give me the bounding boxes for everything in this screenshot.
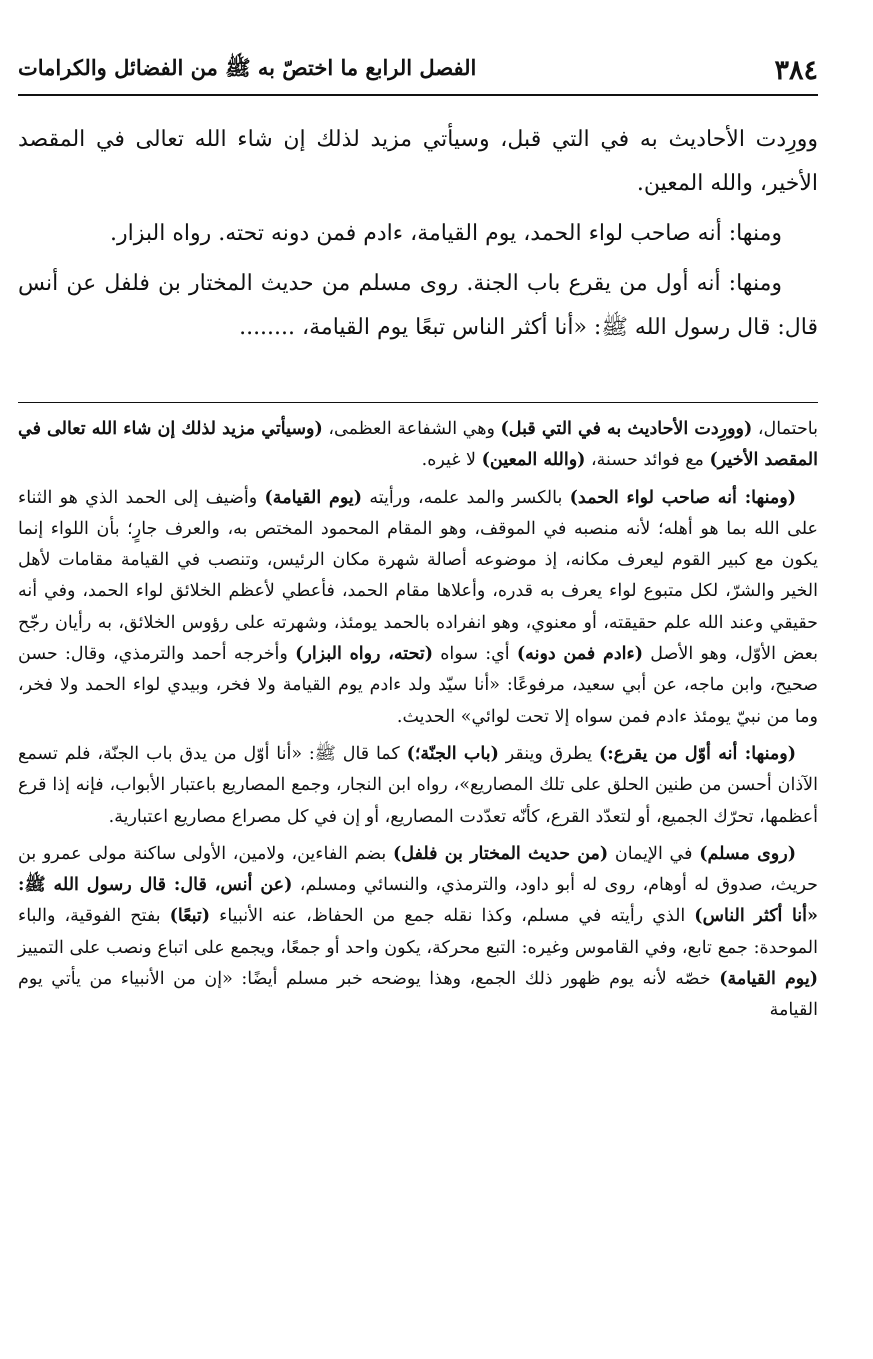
- c1-a: باحتمال،: [757, 419, 818, 439]
- commentary-paragraph-1: [18, 414, 818, 477]
- main-text: [18, 118, 818, 356]
- main-p1-line1: وورِدت الأحاديث به في التي قبل، وسيأتي مزيد لذلك إن شاء الله تعالى في: [95, 127, 818, 152]
- c4-j: خصّه لأنه يوم ظهور ذلك الجمع، وهذا يوضحه خبر مسلم أيضًا: «إن من الأنبياء من يأتي يوم القيامة: [18, 969, 818, 1021]
- main-paragraph-3: [18, 262, 818, 350]
- c3-c: (باب الجنّة؛): [406, 743, 499, 764]
- c2-d: وأضيف إلى الحمد الذي هو الثناء على الله بما هو أهله؛ لأنه منصبه في الموقف، وهو المقام المحمود المختص به، والعرف جارٍ؛ بأن اللواء إنما يكون مع كبير القوم ليعرف مكانه، إذ موضوعه أصالة شهرة مكان الرئيس، وتنصب في القيامة مقامات لأهل الخير والشرّ، لكل متبوع لواء يعرف به قدره، وأعلاها مقام الحمد، فأعطي لأعظم الخلائق لواء الحمد، وفي أنه حقيقي وعند الله علم حقيقته، أو معنوي، وهو انفراده بالحمد يومئذ، وشهرته على رؤوس الخلائق، به رأيان رجّح بعض الأوّل، وهو الأصل: [18, 487, 818, 665]
- c2-e: (ءادم فمن دونه): [516, 644, 643, 665]
- c4-c: (من حديث المختار بن فلفل): [392, 843, 609, 864]
- commentary-paragraph-4: [18, 839, 818, 1027]
- c1-e: مع فوائد حسنة،: [591, 450, 704, 471]
- commentary-paragraph-2: [18, 483, 818, 733]
- c4-g: (تبعًا): [169, 906, 211, 927]
- c1-c: وهي الشفاعة العظمى،: [328, 419, 495, 439]
- c1-f: (والله المعين): [481, 450, 586, 471]
- c4-d: بضم الفاءين، ولامين، الأولى ساكنة مولى عمرو بن حريث، صدوق له أوهام، روى له أبو داود، والترمذي، والنسائي ومسلم،: [18, 843, 818, 896]
- main-paragraph-2: ومنها: أنه صاحب لواء الحمد، يوم القيامة، ءادم فمن دونه تحته. رواه البزار.: [110, 221, 782, 246]
- c2-a: (ومنها: أنه صاحب لواء الحمد): [569, 487, 796, 508]
- c3-d: كما قال ﷺ: «أنا أوّل من يدق باب الجنّة، فلم تسمع الآذان أحسن من طنين الحلق على تلك المصاريع»، رواه ابن النجار، وجمع المصاريع باعتبار الأبواب، فإنه إذا قرع أعظمها، تحرّك الجميع، أو لتعدّد القرع، كأنّه تعدّدت المصاريع، أو إن في كل مصراع مصاريع اعتبارية.: [18, 743, 818, 827]
- c2-c: (يوم القيامة): [264, 487, 363, 508]
- commentary-text: [18, 414, 818, 1033]
- c2-f: أي: سواه: [440, 644, 510, 665]
- c1-g: لا غيره.: [421, 450, 477, 471]
- running-title: الفصل الرابع ما اختصّ به ﷺ من الفضائل والكرامات: [18, 54, 477, 80]
- c4-f: الذي رأيته في مسلم، وكذا نقله جمع من الحفاظ، عنه الأنبياء: [219, 906, 686, 927]
- c4-e: (عن أنس، قال: قال رسول الله ﷺ: «أنا أكثر الناس): [18, 875, 818, 927]
- c4-b: في الإيمان: [614, 843, 693, 864]
- c2-g: (تحته، رواه البزار): [295, 644, 434, 665]
- book-page: [18, 0, 818, 1359]
- c3-b: يطرق وينقر: [505, 743, 593, 764]
- c1-d: (وسيأتي مزيد لذلك إن شاء الله تعالى في المقصد الأخير): [18, 419, 818, 471]
- c1-b: (وورِدت الأحاديث به في التي قبل): [500, 419, 753, 439]
- main-paragraph-1: [18, 118, 818, 206]
- c3-a: (ومنها: أنه أوّل من يقرع:): [598, 743, 796, 764]
- c2-h: وأخرجه أحمد والترمذي، وقال: حسن صحيح، وابن ماجه، عن أبي سعيد، مرفوعًا: «أنا سيّد ولد ءادم يوم القيامة ولا فخر، وبيدي لواء الحمد ولا فخر، وما من نبيّ يومئذ ءادم فمن سواه إلا تحت لوائي» الحديث.: [18, 644, 818, 727]
- page-header: [18, 52, 818, 88]
- page-number: ٣٨٤: [774, 54, 818, 86]
- c2-b: بالكسر والمد علمه، ورأيته: [369, 487, 563, 508]
- main-p1-line2: المقصد الأخير، والله المعين.: [18, 127, 818, 196]
- header-rule: [18, 94, 818, 96]
- c4-h: بفتح الفوقية، والباء الموحدة: جمع تابع، وفي القاموس وغيره: التبع محركة، يكون واحد أو جمعًا، ويجمع على اتباع ونصب على التمييز: [18, 906, 818, 958]
- commentary-rule: [18, 402, 818, 403]
- c4-i: (يوم القيامة): [719, 969, 818, 990]
- main-p3-ellipsis: ........: [239, 315, 296, 340]
- main-p3-text: ومنها: أنه أول من يقرع باب الجنة. روى مسلم من حديث المختار بن فلفل عن أنس قال: قال رسول الله ﷺ: «أنا أكثر الناس تبعًا يوم القيامة،: [18, 271, 818, 340]
- c4-a: (روى مسلم): [699, 843, 796, 864]
- commentary-paragraph-3: [18, 739, 818, 833]
